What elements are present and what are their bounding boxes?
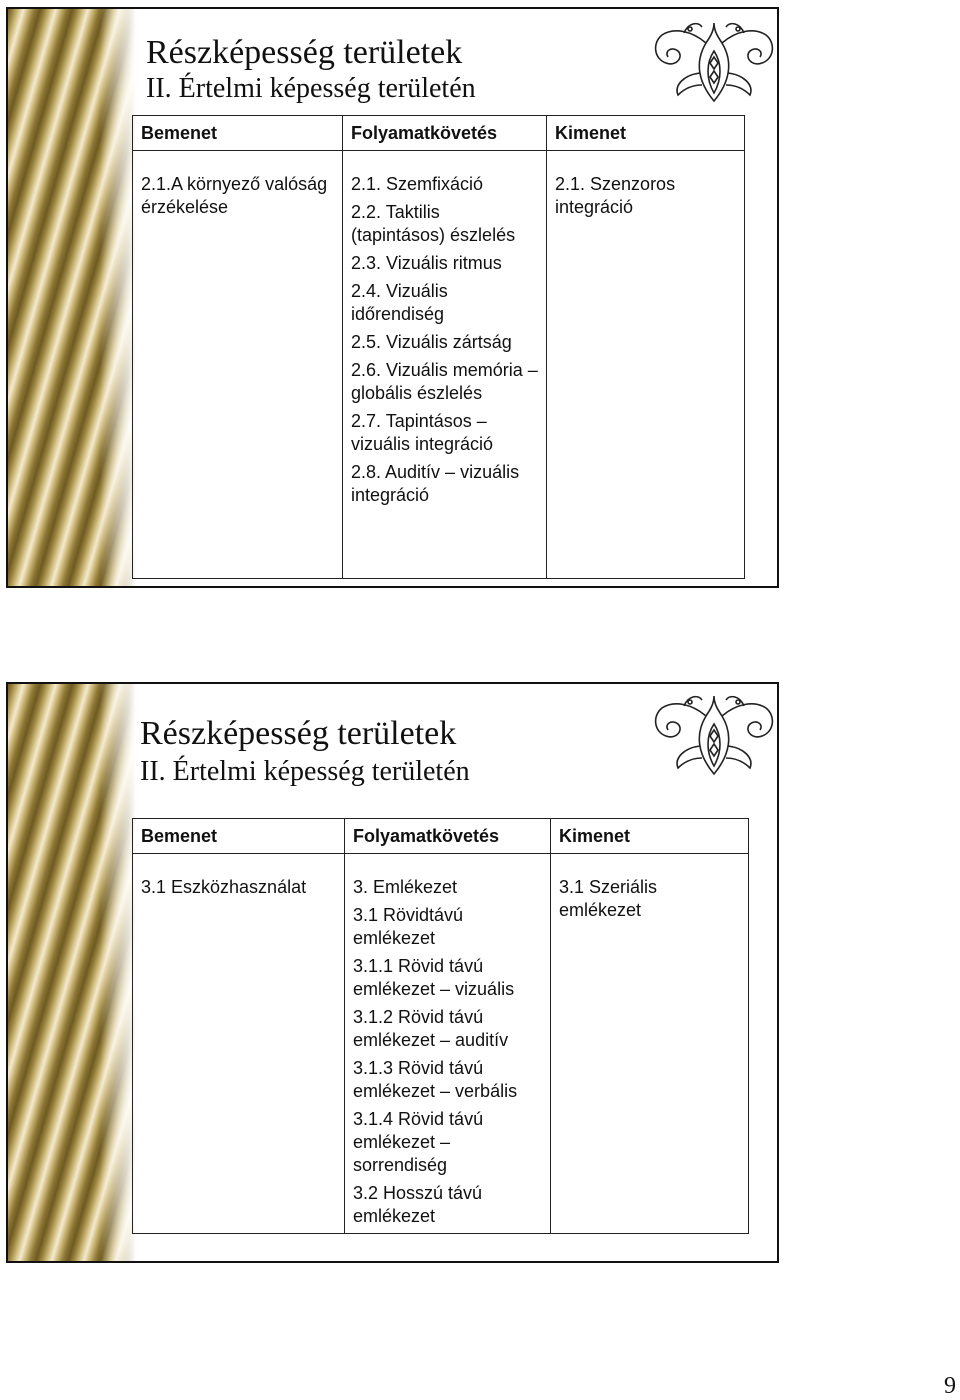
table-row	[133, 854, 749, 1234]
list-item: 3. Emlékezet	[353, 877, 458, 897]
list-item: 3.1.1 Rövid távú emlékezet – vizuális	[353, 956, 515, 999]
ability-table	[132, 115, 745, 579]
column-header-output: Kimenet	[547, 116, 745, 151]
folk-bird-ornament-icon	[644, 13, 779, 114]
table-header-row	[133, 116, 745, 151]
slide-subtitle: II. Értelmi képesség területén	[146, 73, 476, 104]
gold-stripe-border	[8, 684, 136, 1261]
list-item: 2.1.A környező valóság érzékelése	[141, 174, 328, 217]
table-header-row	[133, 819, 749, 854]
table-row	[133, 151, 745, 579]
list-item: 3.1 Szeriális emlékezet	[559, 877, 658, 920]
list-item: 3.1.4 Rövid távú emlékezet – sorrendiség	[353, 1109, 484, 1175]
list-item: 2.7. Tapintásos – vizuális integráció	[351, 411, 494, 454]
column-header-process: Folyamatkövetés	[343, 116, 547, 151]
list-item: 2.2. Taktilis (tapintásos) észlelés	[351, 202, 516, 245]
column-header-input: Bemenet	[133, 819, 345, 854]
list-item: 3.2 Hosszú távú emlékezet	[353, 1183, 483, 1226]
list-item: 2.3. Vizuális ritmus	[351, 253, 502, 273]
gold-stripe-border	[8, 9, 136, 586]
list-item: 2.1. Szemfixáció	[351, 174, 484, 194]
slide-2	[6, 682, 779, 1263]
list-item: 3.1.3 Rövid távú emlékezet – verbális	[353, 1058, 518, 1101]
list-item: 3.1 Rövidtávú emlékezet	[353, 905, 464, 948]
list-item: 3.1 Eszközhasználat	[141, 877, 307, 897]
list-item: 3.1.2 Rövid távú emlékezet – auditív	[353, 1007, 509, 1050]
ability-table	[132, 818, 749, 1234]
list-item: 2.4. Vizuális időrendiség	[351, 281, 448, 324]
input-cell	[133, 854, 345, 1234]
slide-1	[6, 7, 779, 588]
process-cell	[345, 854, 551, 1234]
column-header-output: Kimenet	[551, 819, 749, 854]
list-item: 2.5. Vizuális zártság	[351, 332, 512, 352]
slide-title: Részképesség területek	[146, 34, 463, 71]
slide-title: Részképesség területek	[140, 715, 457, 752]
output-cell	[547, 151, 745, 579]
list-item: 2.6. Vizuális memória – globális észlelés	[351, 360, 538, 403]
column-header-input: Bemenet	[133, 116, 343, 151]
slide-subtitle: II. Értelmi képesség területén	[140, 756, 470, 787]
process-cell	[343, 151, 547, 579]
list-item: 2.8. Auditív – vizuális integráció	[351, 462, 520, 505]
list-item: 2.1. Szenzoros integráció	[555, 174, 676, 217]
output-cell	[551, 854, 749, 1234]
column-header-process: Folyamatkövetés	[345, 819, 551, 854]
input-cell	[133, 151, 343, 579]
folk-bird-ornament-icon	[644, 686, 779, 787]
page-number: 9	[944, 1373, 956, 1399]
